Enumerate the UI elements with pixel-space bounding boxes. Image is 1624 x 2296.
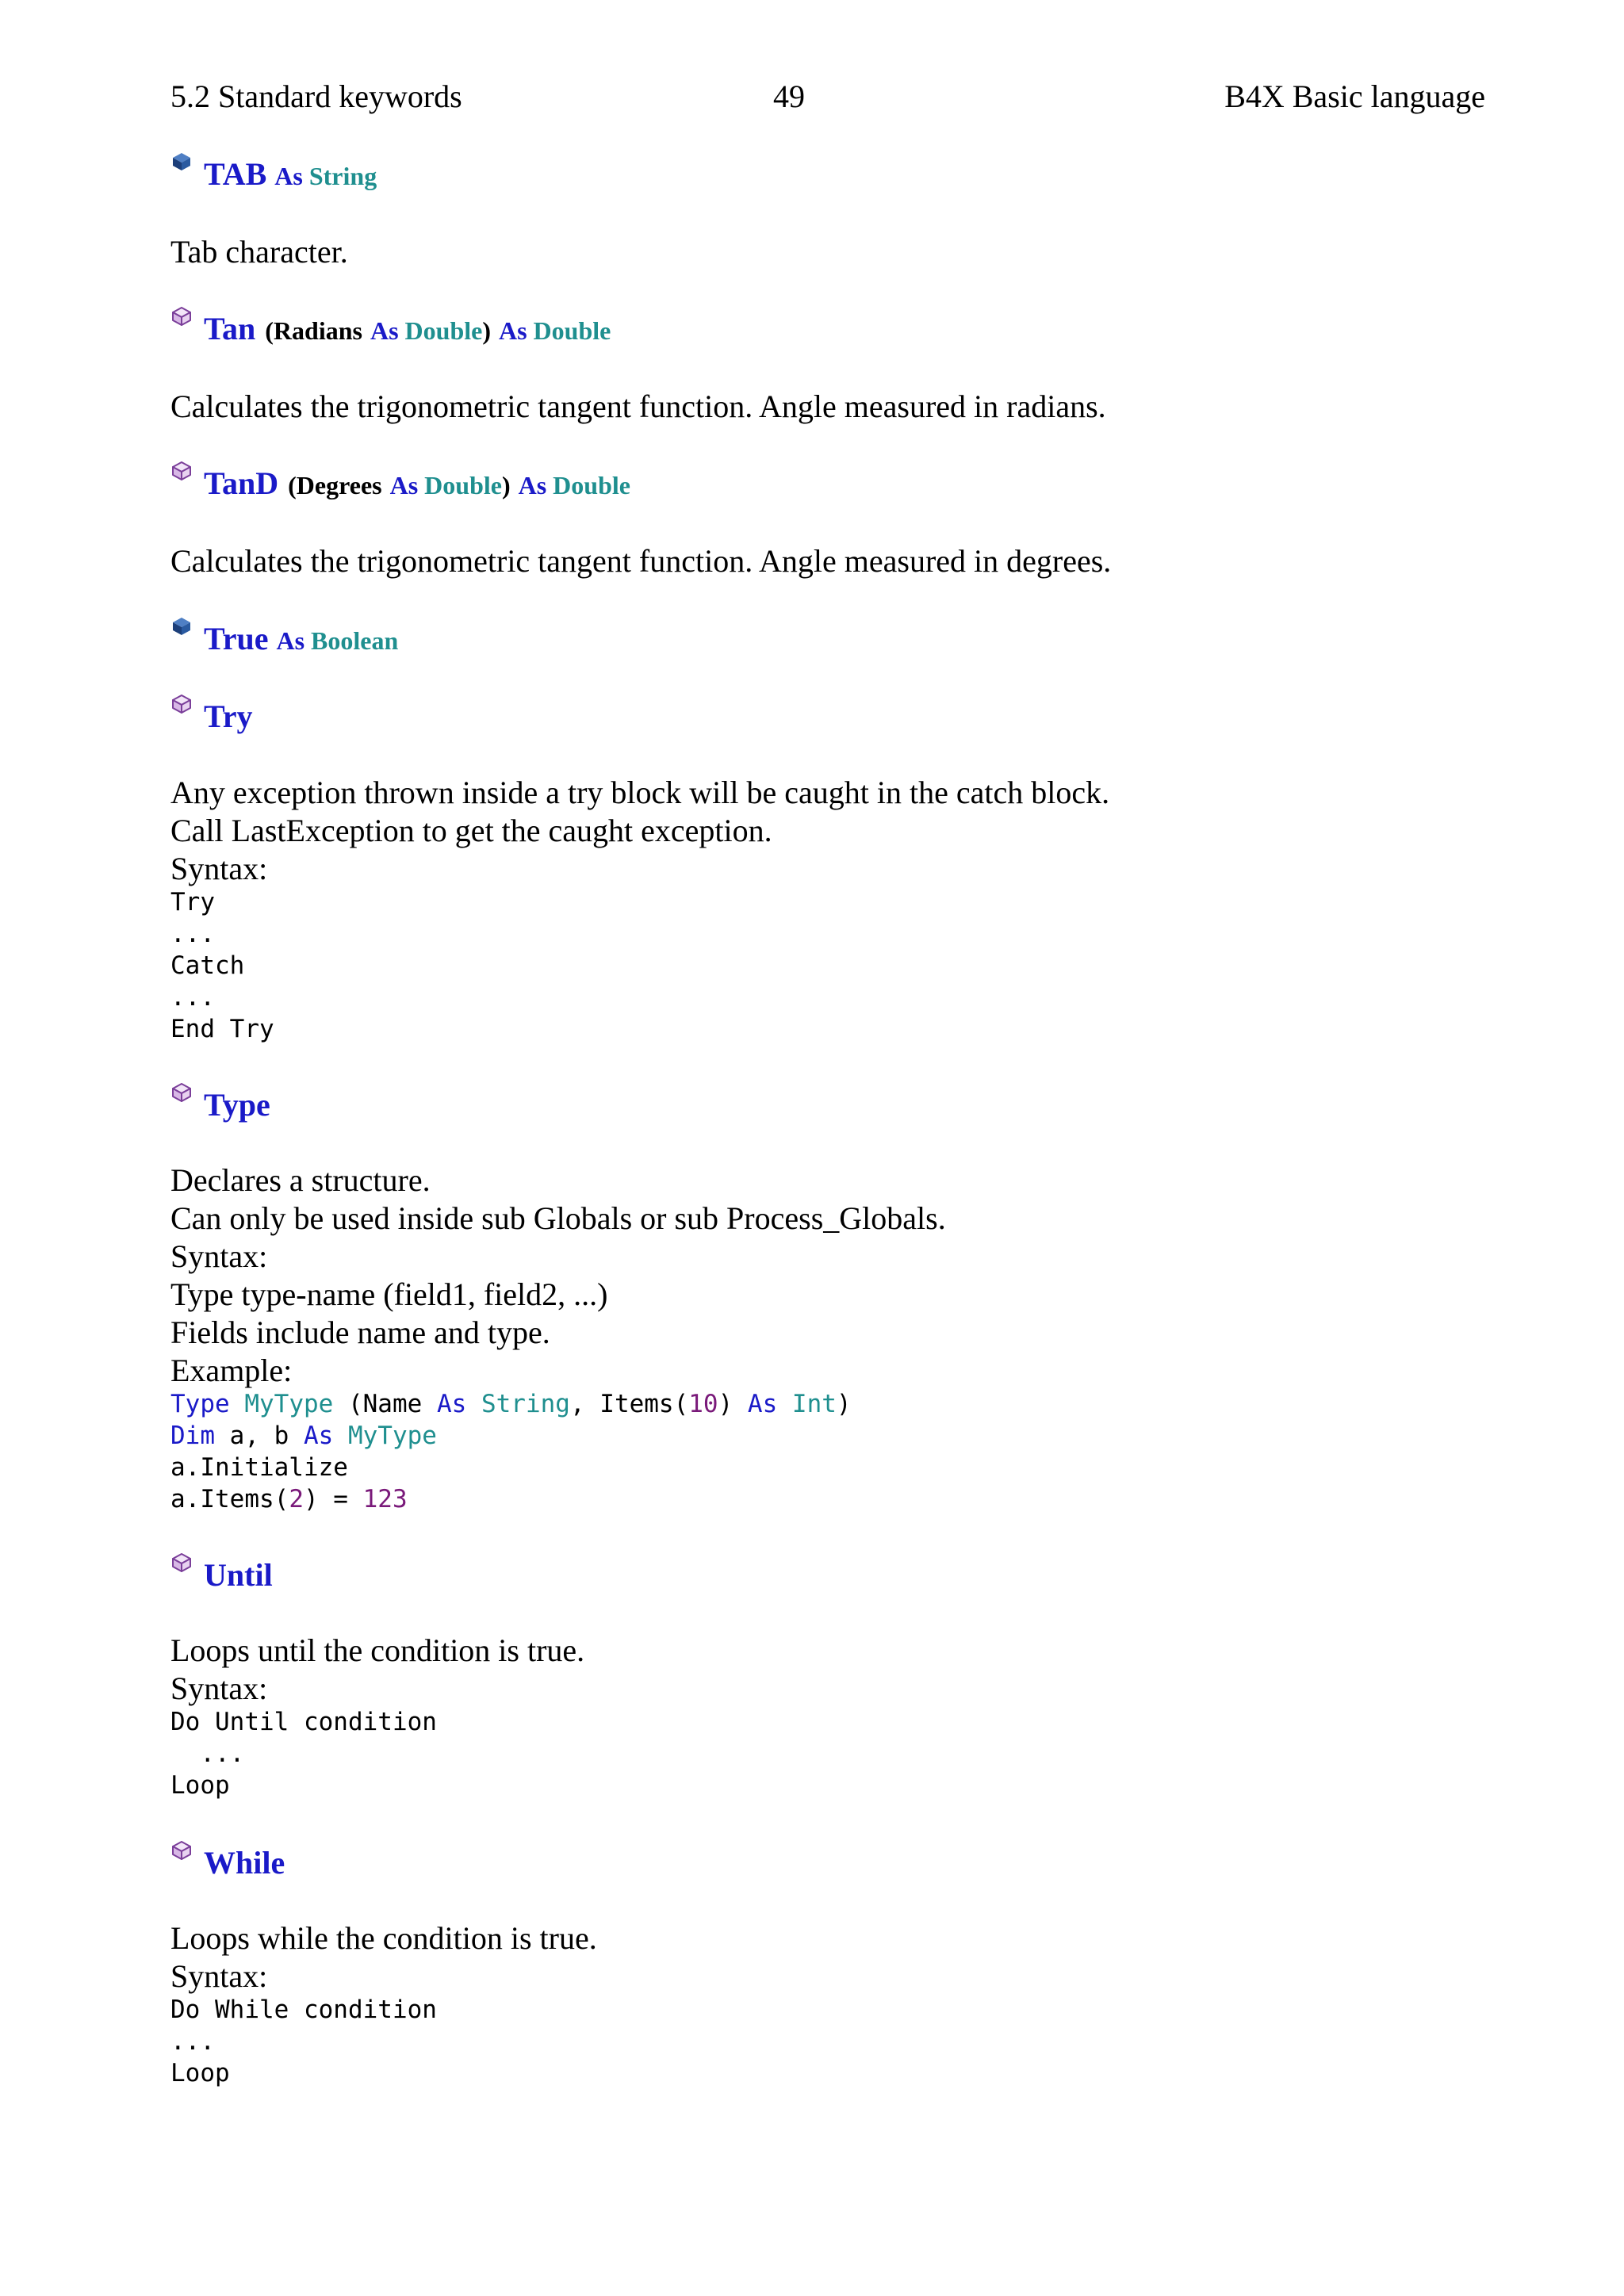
open-paren: ( xyxy=(288,471,297,499)
keyword-name: Try xyxy=(204,698,253,734)
tand-description: Calculates the trigonometric tangent function. Angle measured in degrees. xyxy=(170,543,1112,579)
open-paren: ( xyxy=(265,316,274,345)
code-text: (Name xyxy=(333,1390,437,1418)
as-keyword: As xyxy=(518,471,547,499)
code-line: Loop xyxy=(170,2059,230,2087)
keyword-name: While xyxy=(204,1845,285,1881)
keyword-name: True xyxy=(204,621,269,656)
as-keyword: As xyxy=(276,626,305,655)
type-syntax-label: Syntax: xyxy=(170,1238,268,1274)
code-line xyxy=(170,1388,852,1420)
code-type: MyType xyxy=(347,1422,437,1450)
code-line: Loop xyxy=(170,1771,230,1800)
keyword-name: TanD xyxy=(204,465,279,501)
code-line: ... xyxy=(170,2027,215,2056)
as-keyword: As xyxy=(274,162,303,190)
type-example-label: Example: xyxy=(170,1353,293,1388)
type-line-2: Can only be used inside sub Globals or sub Process_Globals. xyxy=(170,1200,946,1236)
code-keyword: As xyxy=(436,1390,467,1418)
param-type: Double xyxy=(404,316,483,345)
entry-true xyxy=(170,620,398,657)
entry-type xyxy=(170,1086,270,1123)
code-keyword: As xyxy=(303,1422,334,1450)
type-line-4: Fields include name and type. xyxy=(170,1314,550,1350)
return-type: Double xyxy=(553,471,630,499)
code-line xyxy=(170,1420,437,1452)
code-line: ... xyxy=(170,983,215,1012)
code-type: MyType xyxy=(244,1390,334,1418)
as-keyword: As xyxy=(370,316,399,345)
code-line xyxy=(170,1483,408,1515)
keyword-name: TAB xyxy=(204,156,267,192)
method-cube-icon xyxy=(170,305,193,327)
entry-tan xyxy=(170,310,611,347)
code-number: 10 xyxy=(688,1390,718,1418)
code-keyword: Type xyxy=(170,1390,230,1418)
until-syntax-label: Syntax: xyxy=(170,1670,268,1706)
method-cube-icon xyxy=(170,1839,193,1862)
code-line: ... xyxy=(170,920,215,948)
tan-description: Calculates the trigonometric tangent function. Angle measured in radians. xyxy=(170,388,1106,424)
tab-description: Tab character. xyxy=(170,234,348,270)
code-line: Do While condition xyxy=(170,1996,437,2024)
while-line-1: Loops while the condition is true. xyxy=(170,1920,597,1956)
entry-until xyxy=(170,1556,273,1594)
entry-tand xyxy=(170,465,630,502)
code-line: Try xyxy=(170,888,215,916)
try-syntax-label: Syntax: xyxy=(170,851,268,886)
field-cube-icon xyxy=(170,151,193,173)
code-keyword: As xyxy=(747,1390,778,1418)
type-line-3: Type type-name (field1, field2, ...) xyxy=(170,1276,608,1312)
until-line-1: Loops until the condition is true. xyxy=(170,1632,585,1668)
code-text: a, b xyxy=(215,1422,304,1450)
entry-while xyxy=(170,1844,285,1881)
param-name: Radians xyxy=(273,316,362,345)
entry-tab xyxy=(170,155,377,193)
book-title: B4X Basic language xyxy=(1224,78,1485,114)
return-type: Boolean xyxy=(311,626,399,655)
code-line: End Try xyxy=(170,1015,274,1043)
field-cube-icon xyxy=(170,615,193,637)
section-header: 5.2 Standard keywords xyxy=(170,78,462,114)
close-paren: ) xyxy=(501,471,511,499)
try-line-1: Any exception thrown inside a try block will be caught in the catch block. xyxy=(170,775,1110,810)
return-type: Double xyxy=(533,316,611,345)
code-line: ... xyxy=(170,1739,245,1768)
page-number: 49 xyxy=(773,78,805,114)
method-cube-icon xyxy=(170,693,193,715)
return-type: String xyxy=(308,162,377,190)
while-syntax-label: Syntax: xyxy=(170,1958,268,1994)
code-line: Catch xyxy=(170,951,245,980)
code-text: ) xyxy=(836,1390,852,1418)
type-line-1: Declares a structure. xyxy=(170,1162,431,1198)
code-text: ) = xyxy=(303,1485,363,1513)
param-type: Double xyxy=(424,471,502,499)
try-line-2: Call LastException to get the caught exception. xyxy=(170,813,772,848)
param-name: Degrees xyxy=(296,471,382,499)
code-text: ) xyxy=(718,1390,748,1418)
code-number: 123 xyxy=(362,1485,408,1513)
code-text: a.Items( xyxy=(170,1485,289,1513)
keyword-name: Until xyxy=(204,1557,273,1593)
keyword-name: Type xyxy=(204,1087,270,1123)
as-keyword: As xyxy=(389,471,419,499)
keyword-name: Tan xyxy=(204,311,256,346)
code-text: , Items( xyxy=(569,1390,689,1418)
entry-try xyxy=(170,698,252,735)
code-type: Int xyxy=(791,1390,837,1418)
code-number: 2 xyxy=(289,1485,304,1513)
method-cube-icon xyxy=(170,1552,193,1574)
method-cube-icon xyxy=(170,460,193,482)
code-line: a.Initialize xyxy=(170,1453,348,1482)
code-keyword: Dim xyxy=(170,1422,215,1450)
close-paren: ) xyxy=(482,316,491,345)
as-keyword: As xyxy=(498,316,527,345)
code-type: String xyxy=(481,1390,570,1418)
code-line: Do Until condition xyxy=(170,1708,437,1736)
method-cube-icon xyxy=(170,1081,193,1104)
